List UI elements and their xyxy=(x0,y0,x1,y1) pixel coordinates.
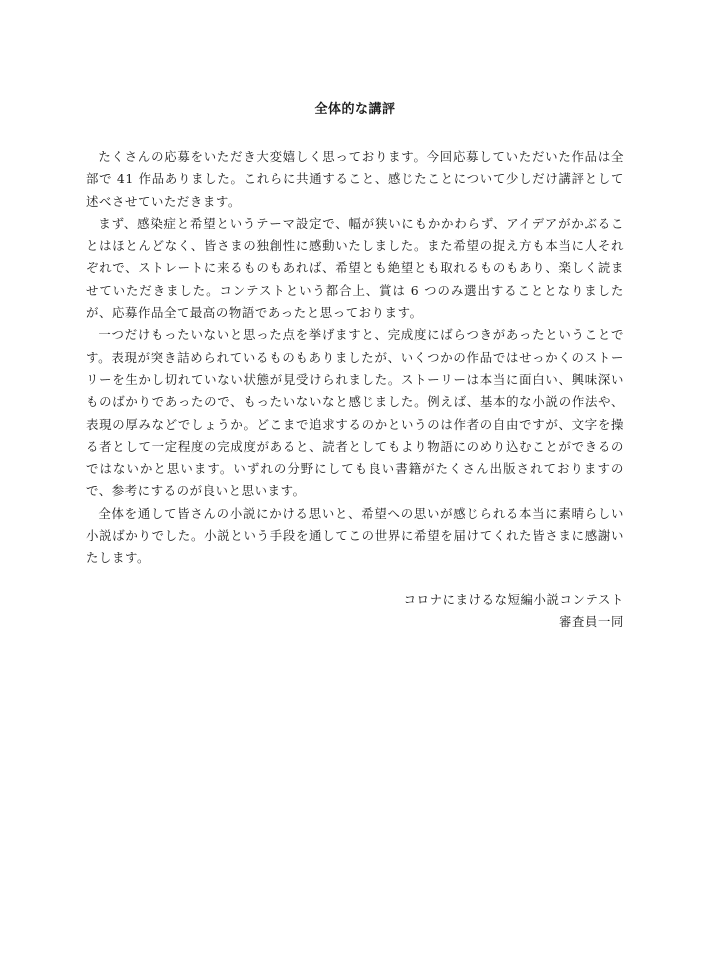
paragraph-theme: まず、感染症と希望というテーマ設定で、幅が狭いにもかかわらず、アイデアがかぶることはほとんどなく、皆さまの独創性に感動いたしました。また希望の捉え方も本当に人それぞれで、ストレートに来るものもあれば、希望とも絶望とも取れるものもあり、楽しく読ませていただきました。コンテストという都合上、賞は 6 つのみ選出することとなりましたが、応募作品全て最高の物語であったと思っております。 xyxy=(86,215,624,321)
document-page xyxy=(86,100,624,633)
paragraph-intro: たくさんの応募をいただき大変嬉しく思っております。今回応募していただいた作品は全部で 41 作品ありました。これらに共通すること、感じたことについて少しだけ講評として述べさせていただきます。 xyxy=(86,149,624,209)
paragraph-closing: 全体を通して皆さんの小説にかける思いと、希望への思いが感じられる本当に素晴らしい小説ばかりでした。小説という手段を通してこの世界に希望を届けてくれた皆さまに感謝いたします。 xyxy=(86,505,624,566)
signature-block xyxy=(86,589,624,634)
paragraph-feedback: 一つだけもったいないと思った点を挙げますと、完成度にばらつきがあったということです。表現が突き詰められているものもありましたが、いくつかの作品ではせっかくのストーリーを生かし切れていない状態が見受けられました。ストーリーは本当に面白い、興味深いものばかりであったので、もったいないなと感じました。例えば、基本的な小説の作法や、表現の厚みなどでしょうか。どこまで追求するのかというのは作者の自由ですが、文字を操る者として一定程度の完成度があると、読者としてもより物語にのめり込むことができるのではないかと思います。いずれの分野にしても良い書籍がたくさん出版されておりますので、参考にするのが良いと思います。 xyxy=(86,327,624,499)
signature-organization: コロナにまけるな短編小説コンテスト xyxy=(403,591,624,607)
signature-committee: 審査員一同 xyxy=(559,613,624,629)
document-title: 全体的な講評 xyxy=(314,102,396,117)
